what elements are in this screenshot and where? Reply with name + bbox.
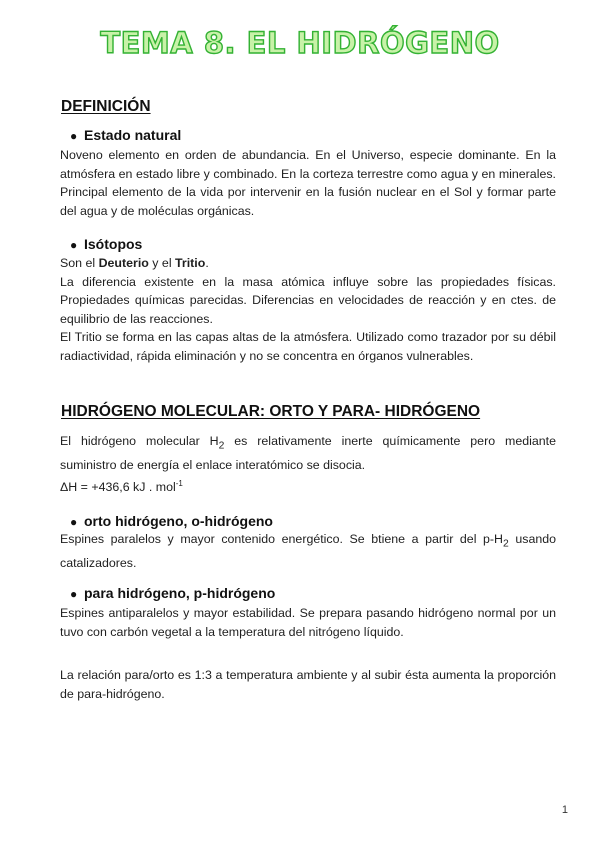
bullet-orto — [70, 513, 273, 529]
text-span: . — [205, 256, 209, 270]
paragraph-text — [60, 475, 556, 497]
bullet-title-text: orto hidrógeno, o-hidrógeno — [84, 513, 273, 529]
bullet-title-text: Estado natural — [84, 127, 182, 143]
bullet-icon: ● — [70, 238, 78, 252]
paragraph-text: Noveno elemento en orden de abundancia. En el Universo, especie dominante. En la atmósfera en estado libre y combinado. En la corteza terrestre como agua y en minerales. Principal elemento de la vida por intervenir en la fusión nuclear en el Sol y formar parte del agua y de moléculas orgánicas. — [60, 148, 556, 218]
bullet-icon: ● — [70, 587, 78, 601]
paragraph-orto — [60, 530, 556, 572]
text-span: Espines paralelos y mayor contenido energético. Se btiene a partir del p-H — [60, 532, 504, 546]
superscript: -1 — [175, 479, 183, 488]
text-span: y el — [148, 256, 176, 270]
page-title: TEMA 8. EL HIDRÓGENO — [100, 26, 500, 60]
subscript: 2 — [218, 440, 225, 452]
paragraph-molecular-intro — [60, 432, 556, 474]
text-span: usando catalizadores. — [60, 532, 557, 570]
enthalpy-equation — [60, 475, 556, 497]
section-heading-molecular: HIDRÓGENO MOLECULAR: ORTO Y PARA- HIDRÓGENO — [61, 403, 481, 420]
bullet-estado-natural — [70, 127, 181, 143]
paragraph-para — [60, 604, 556, 641]
deuterio-term: Deuterio — [98, 256, 149, 270]
bullet-title-text: Isótopos — [84, 236, 143, 252]
bullet-isotopos — [70, 236, 142, 252]
paragraph-text: La relación para/orto es 1:3 a temperatura ambiente y al subir ésta aumenta la proporción de para-hidrógeno. — [60, 668, 556, 701]
paragraph-relacion — [60, 666, 556, 703]
paragraph-estado-natural — [60, 146, 556, 220]
text-span: es relativamente inerte químicamente pero mediante suministro de energía el enlace interatómico se disocia. — [60, 434, 556, 472]
text-span: El hidrógeno molecular H — [60, 434, 219, 448]
page-number: 1 — [561, 804, 568, 816]
section-heading-definicion: DEFINICIÓN — [61, 98, 151, 115]
bullet-icon: ● — [70, 515, 78, 529]
subscript: 2 — [503, 538, 509, 550]
paragraph-text — [60, 432, 556, 474]
paragraph-text: Espines antiparalelos y mayor estabilidad. Se prepara pasando hidrógeno normal por un tuvo con carbón vegetal a la temperatura del nitrógeno líquido. — [60, 606, 556, 639]
bullet-title-text: para hidrógeno, p-hidrógeno — [84, 585, 276, 601]
tritio-term: Tritio — [175, 256, 206, 270]
text-span: Son el — [60, 256, 99, 270]
bullet-icon: ● — [70, 129, 78, 143]
isotopos-text-3: El Tritio se forma en las capas altas de la atmósfera. Utilizado como trazador por su débil radiactividad, rápida eliminación y no se concentra en órganos vulnerables. — [60, 330, 556, 363]
isotopos-line-1 — [60, 254, 556, 273]
text-span: ΔH = +436,6 kJ . mol — [60, 480, 176, 495]
paragraph-text — [60, 530, 556, 572]
paragraph-isotopos — [60, 254, 556, 365]
bullet-para — [70, 585, 275, 601]
isotopos-text-2: La diferencia existente en la masa atómica influye sobre las propiedades físicas. Propiedades químicas parecidas. Diferencias en velocidades de reacción y en ctes. de equilibrio de las reacciones. — [60, 274, 556, 326]
